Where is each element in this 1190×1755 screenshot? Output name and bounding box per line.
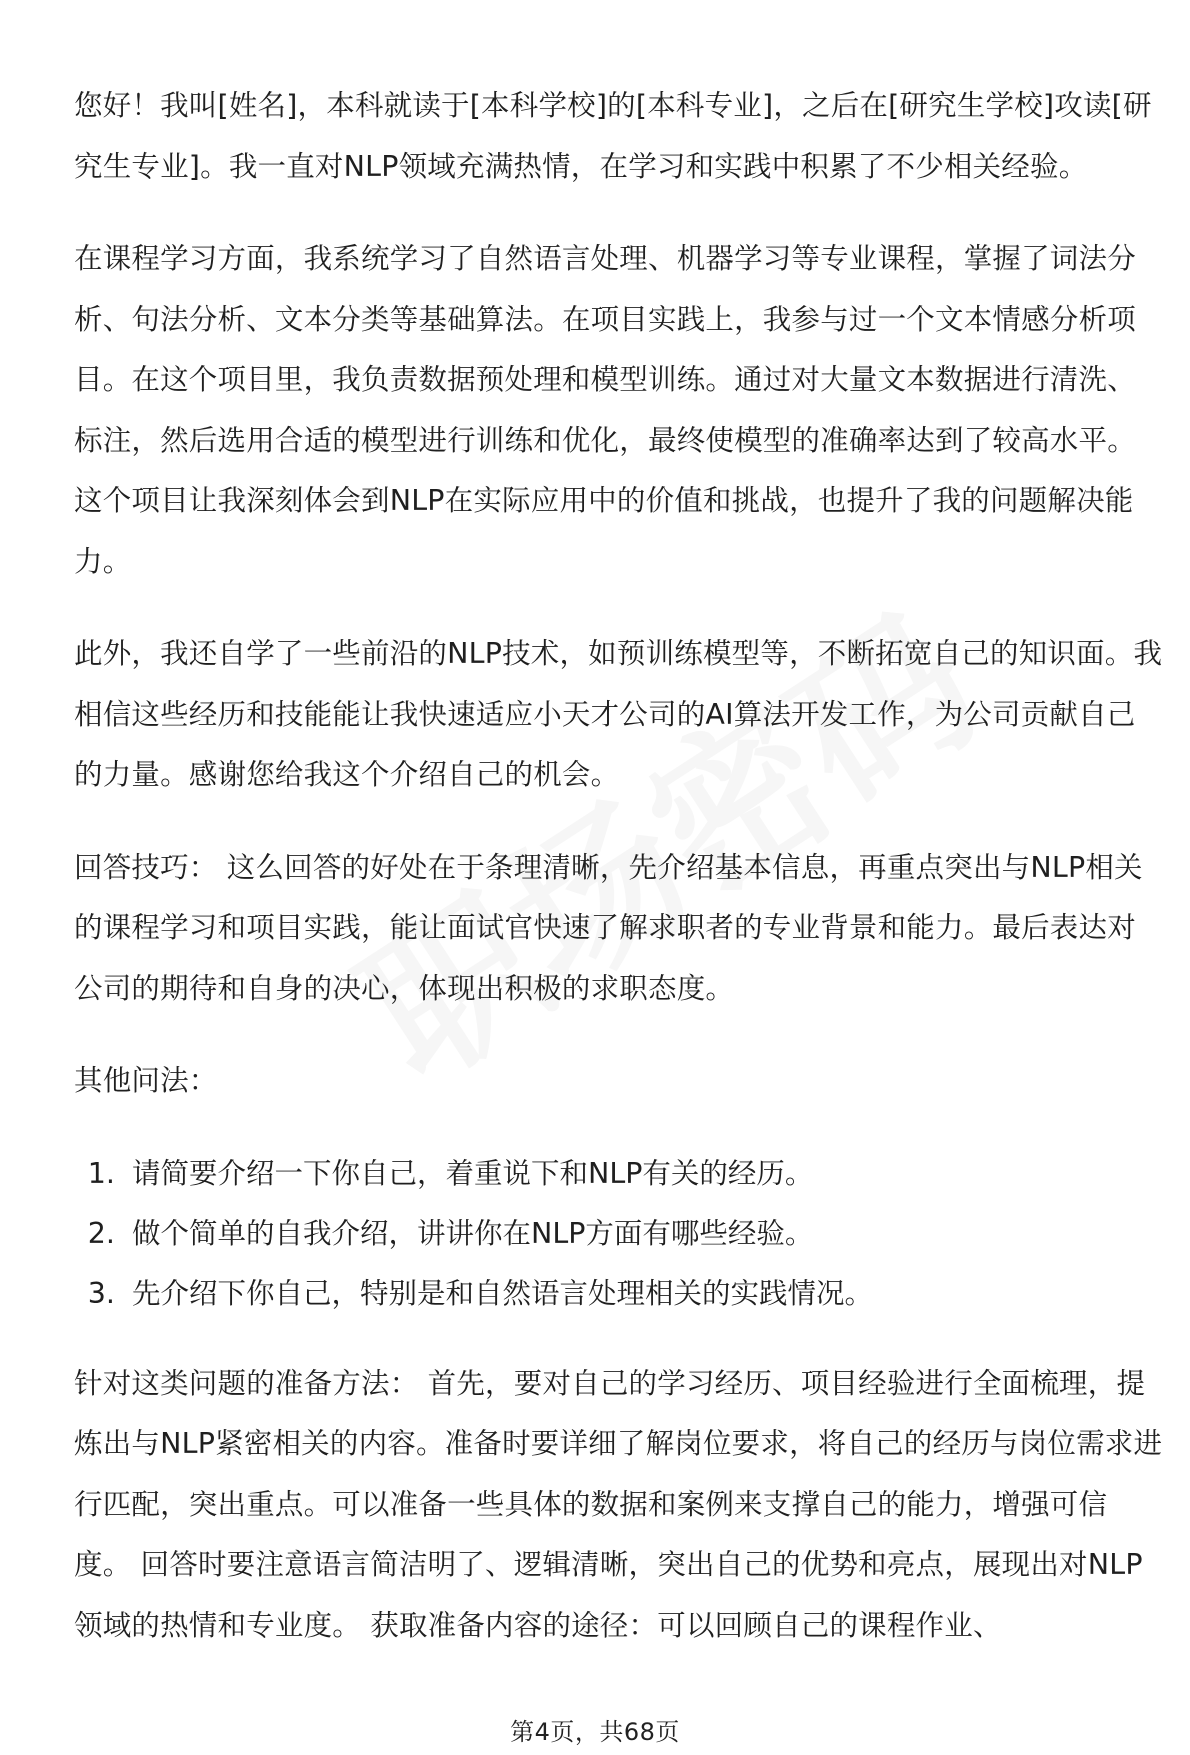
paragraph-self-study: 此外，我还自学了一些前沿的NLP技术，如预训练模型等，不断拓宽自己的知识面。我相信这些经历和技能能让我快速适应小天才公司的AI算法开发工作，为公司贡献自己的力量。感谢您给我这个介绍自己的机会。 (74, 637, 1163, 791)
list-item: 3. 先介绍下你自己，特别是和自然语言处理相关的实践情况。 (124, 1264, 1164, 1324)
other-questions-list (74, 1144, 1164, 1324)
paragraph-intro: 您好！我叫[姓名]，本科就读于[本科学校]的[本科专业]，之后在[研究生学校]攻读[研究生专业]。我一直对NLP领域充满热情，在学习和实践中积累了不少相关经验。 (74, 89, 1152, 183)
page-number: 第4页，共68页 (510, 1718, 680, 1746)
list-item: 2. 做个简单的自我介绍，讲讲你在NLP方面有哪些经验。 (124, 1204, 1164, 1264)
paragraph-answer-tips: 回答技巧： 这么回答的好处在于条理清晰，先介绍基本信息，再重点突出与NLP相关的课程学习和项目实践，能让面试官快速了解求职者的专业背景和能力。最后表达对公司的期待和自身的决心，体现出积极的求职态度。 (74, 850, 1143, 1005)
document-body (74, 76, 1164, 1688)
paragraph-other-questions-heading: 其他问法： (74, 1064, 218, 1097)
paragraph-coursework: 在课程学习方面，我系统学习了自然语言处理、机器学习等专业课程，掌握了词法分析、句法分析、文本分类等基础算法。在项目实践上，我参与过一个文本情感分析项目。在这个项目里，我负责数据预处理和模型训练。通过对大量文本数据进行清洗、标注，然后选用合适的模型进行训练和优化，最终使模型的准确率达到了较高水平。这个项目让我深刻体会到NLP在实际应用中的价值和挑战，也提升了我的问题解决能力。 (74, 242, 1136, 578)
list-item: 1. 请简要介绍一下你自己，着重说下和NLP有关的经历。 (124, 1144, 1164, 1204)
paragraph-preparation: 针对这类问题的准备方法： 首先，要对自己的学习经历、项目经验进行全面梳理，提炼出与NLP紧密相关的内容。准备时要详细了解岗位要求，将自己的经历与岗位需求进行匹配，突出重点。可以准备一些具体的数据和案例来支撑自己的能力，增强可信度。 回答时要注意语言简洁明了、逻辑清晰，突出自己的优势和亮点，展现出对NLP领域的热情和专业度。 获取准备内容的途径：可以回顾自己的课程作业、 (74, 1366, 1163, 1642)
